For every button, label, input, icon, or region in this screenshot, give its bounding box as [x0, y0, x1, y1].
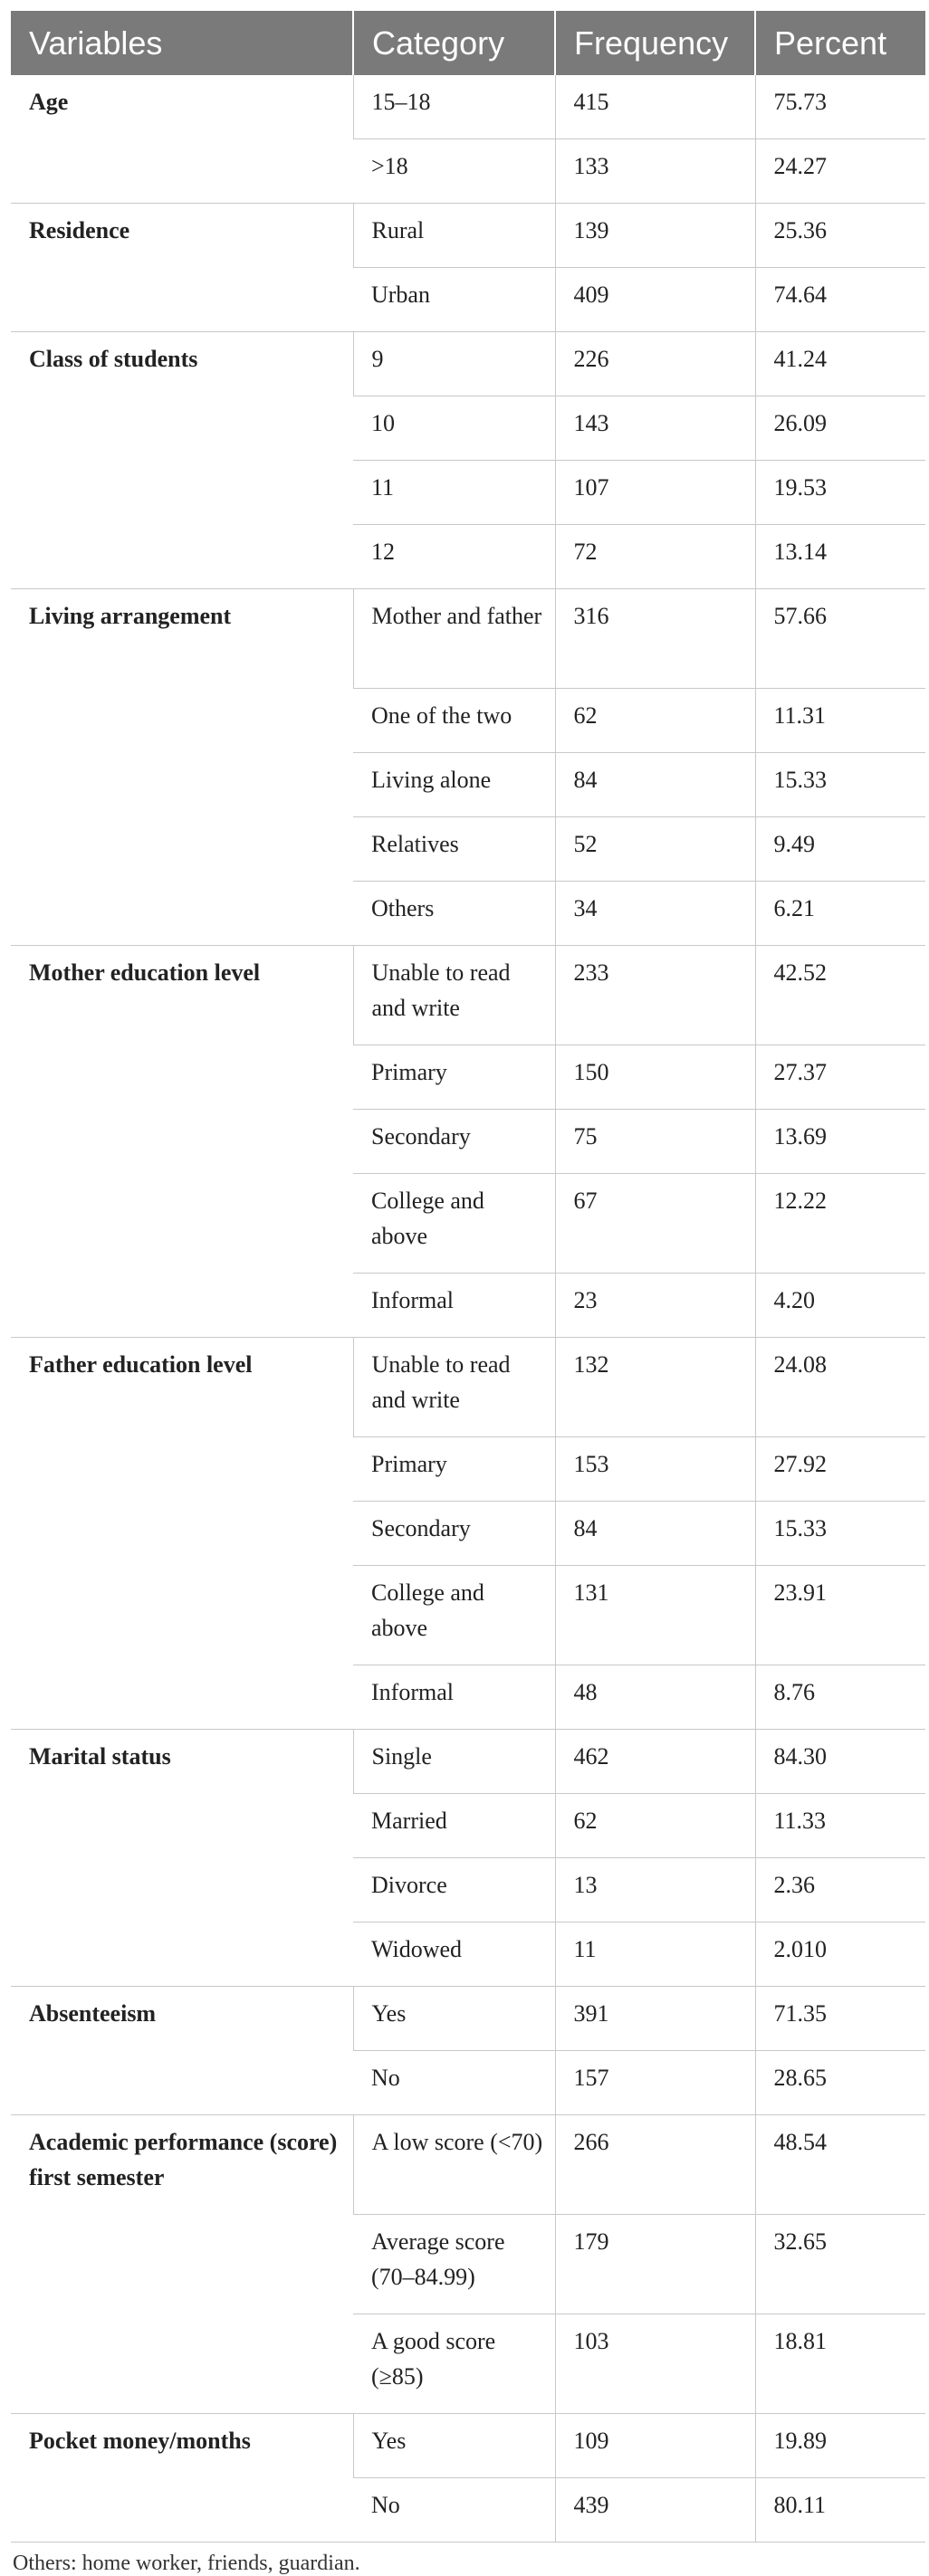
- variable-cell: Living arrangement: [11, 589, 353, 946]
- frequency-cell: 72: [555, 525, 755, 589]
- category-cell: Widowed: [353, 1922, 555, 1987]
- frequency-cell: 153: [555, 1437, 755, 1502]
- percent-cell: 23.91: [755, 1566, 925, 1665]
- variable-cell: Academic performance (score) first semester: [11, 2115, 353, 2414]
- variable-cell: Residence: [11, 204, 353, 332]
- category-cell: Yes: [353, 1987, 555, 2051]
- table-row: [11, 75, 925, 139]
- header-frequency: Frequency: [555, 11, 755, 75]
- table-footnote: Others: home worker, friends, guardian.: [13, 2552, 360, 2575]
- table-row: [11, 204, 925, 268]
- category-cell: Unable to read and write: [353, 1338, 555, 1437]
- category-cell: Living alone: [353, 753, 555, 817]
- table-row: [11, 2414, 925, 2478]
- header-percent: Percent: [755, 11, 925, 75]
- percent-cell: 24.08: [755, 1338, 925, 1437]
- percent-cell: 74.64: [755, 268, 925, 332]
- percent-cell: 42.52: [755, 946, 925, 1045]
- frequency-cell: 11: [555, 1922, 755, 1987]
- category-cell: Mother and father: [353, 589, 555, 689]
- frequency-cell: 150: [555, 1045, 755, 1110]
- category-cell: Relatives: [353, 817, 555, 882]
- category-cell: 9: [353, 332, 555, 396]
- category-cell: Divorce: [353, 1858, 555, 1922]
- percent-cell: 8.76: [755, 1665, 925, 1730]
- frequency-cell: 84: [555, 1502, 755, 1566]
- percent-cell: 75.73: [755, 75, 925, 139]
- percent-cell: 13.14: [755, 525, 925, 589]
- table-header-row: [11, 11, 925, 75]
- frequency-cell: 143: [555, 396, 755, 461]
- percent-cell: 24.27: [755, 139, 925, 204]
- table-row: [11, 2115, 925, 2215]
- frequency-cell: 132: [555, 1338, 755, 1437]
- percent-cell: 84.30: [755, 1730, 925, 1794]
- frequency-cell: 157: [555, 2051, 755, 2115]
- percent-cell: 19.53: [755, 461, 925, 525]
- percent-cell: 26.09: [755, 396, 925, 461]
- percent-cell: 48.54: [755, 2115, 925, 2215]
- percent-cell: 2.36: [755, 1858, 925, 1922]
- category-cell: College and above: [353, 1566, 555, 1665]
- frequency-cell: 62: [555, 1794, 755, 1858]
- category-cell: One of the two: [353, 689, 555, 753]
- variable-cell: Father education level: [11, 1338, 353, 1730]
- percent-cell: 32.65: [755, 2215, 925, 2314]
- percent-cell: 80.11: [755, 2478, 925, 2543]
- variable-cell: Marital status: [11, 1730, 353, 1987]
- frequency-cell: 133: [555, 139, 755, 204]
- percent-cell: 41.24: [755, 332, 925, 396]
- category-cell: 11: [353, 461, 555, 525]
- frequency-cell: 75: [555, 1110, 755, 1174]
- variable-cell: Pocket money/months: [11, 2414, 353, 2543]
- variable-cell: Absenteeism: [11, 1987, 353, 2115]
- header-category: Category: [353, 11, 555, 75]
- percent-cell: 6.21: [755, 882, 925, 946]
- frequency-cell: 233: [555, 946, 755, 1045]
- frequency-cell: 391: [555, 1987, 755, 2051]
- category-cell: Secondary: [353, 1502, 555, 1566]
- category-cell: Yes: [353, 2414, 555, 2478]
- category-cell: 12: [353, 525, 555, 589]
- percent-cell: 9.49: [755, 817, 925, 882]
- percent-cell: 25.36: [755, 204, 925, 268]
- category-cell: Average score (70–84.99): [353, 2215, 555, 2314]
- frequency-cell: 415: [555, 75, 755, 139]
- table-row: [11, 1338, 925, 1437]
- percent-cell: 15.33: [755, 753, 925, 817]
- frequency-cell: 179: [555, 2215, 755, 2314]
- percent-cell: 71.35: [755, 1987, 925, 2051]
- category-cell: Single: [353, 1730, 555, 1794]
- frequency-cell: 109: [555, 2414, 755, 2478]
- frequency-cell: 107: [555, 461, 755, 525]
- table-row: [11, 946, 925, 1045]
- category-cell: Unable to read and write: [353, 946, 555, 1045]
- percent-cell: 13.69: [755, 1110, 925, 1174]
- category-cell: No: [353, 2051, 555, 2115]
- category-cell: Primary: [353, 1437, 555, 1502]
- category-cell: College and above: [353, 1174, 555, 1274]
- frequency-cell: 139: [555, 204, 755, 268]
- frequency-cell: 23: [555, 1274, 755, 1338]
- percent-cell: 28.65: [755, 2051, 925, 2115]
- table-row: [11, 1987, 925, 2051]
- percent-cell: 19.89: [755, 2414, 925, 2478]
- category-cell: Others: [353, 882, 555, 946]
- table-row: [11, 589, 925, 689]
- percent-cell: 11.33: [755, 1794, 925, 1858]
- percent-cell: 27.92: [755, 1437, 925, 1502]
- category-cell: Secondary: [353, 1110, 555, 1174]
- percent-cell: 27.37: [755, 1045, 925, 1110]
- demographics-table: [11, 11, 925, 2543]
- frequency-cell: 409: [555, 268, 755, 332]
- table-container: [11, 11, 925, 2576]
- frequency-cell: 62: [555, 689, 755, 753]
- frequency-cell: 13: [555, 1858, 755, 1922]
- percent-cell: 4.20: [755, 1274, 925, 1338]
- frequency-cell: 67: [555, 1174, 755, 1274]
- table-row: [11, 332, 925, 396]
- category-cell: Primary: [353, 1045, 555, 1110]
- category-cell: Informal: [353, 1665, 555, 1730]
- category-cell: A good score (≥85): [353, 2314, 555, 2414]
- percent-cell: 12.22: [755, 1174, 925, 1274]
- category-cell: >18: [353, 139, 555, 204]
- frequency-cell: 84: [555, 753, 755, 817]
- frequency-cell: 226: [555, 332, 755, 396]
- category-cell: 15–18: [353, 75, 555, 139]
- frequency-cell: 462: [555, 1730, 755, 1794]
- table-row: [11, 1730, 925, 1794]
- frequency-cell: 266: [555, 2115, 755, 2215]
- category-cell: Urban: [353, 268, 555, 332]
- percent-cell: 15.33: [755, 1502, 925, 1566]
- percent-cell: 2.010: [755, 1922, 925, 1987]
- frequency-cell: 52: [555, 817, 755, 882]
- category-cell: Married: [353, 1794, 555, 1858]
- percent-cell: 57.66: [755, 589, 925, 689]
- variable-cell: Class of students: [11, 332, 353, 589]
- variable-cell: Age: [11, 75, 353, 204]
- percent-cell: 11.31: [755, 689, 925, 753]
- category-cell: Informal: [353, 1274, 555, 1338]
- frequency-cell: 439: [555, 2478, 755, 2543]
- category-cell: 10: [353, 396, 555, 461]
- category-cell: No: [353, 2478, 555, 2543]
- frequency-cell: 131: [555, 1566, 755, 1665]
- category-cell: Rural: [353, 204, 555, 268]
- frequency-cell: 34: [555, 882, 755, 946]
- frequency-cell: 103: [555, 2314, 755, 2414]
- category-cell: A low score (<70): [353, 2115, 555, 2215]
- variable-cell: Mother education level: [11, 946, 353, 1338]
- percent-cell: 18.81: [755, 2314, 925, 2414]
- header-variables: Variables: [11, 11, 353, 75]
- frequency-cell: 48: [555, 1665, 755, 1730]
- frequency-cell: 316: [555, 589, 755, 689]
